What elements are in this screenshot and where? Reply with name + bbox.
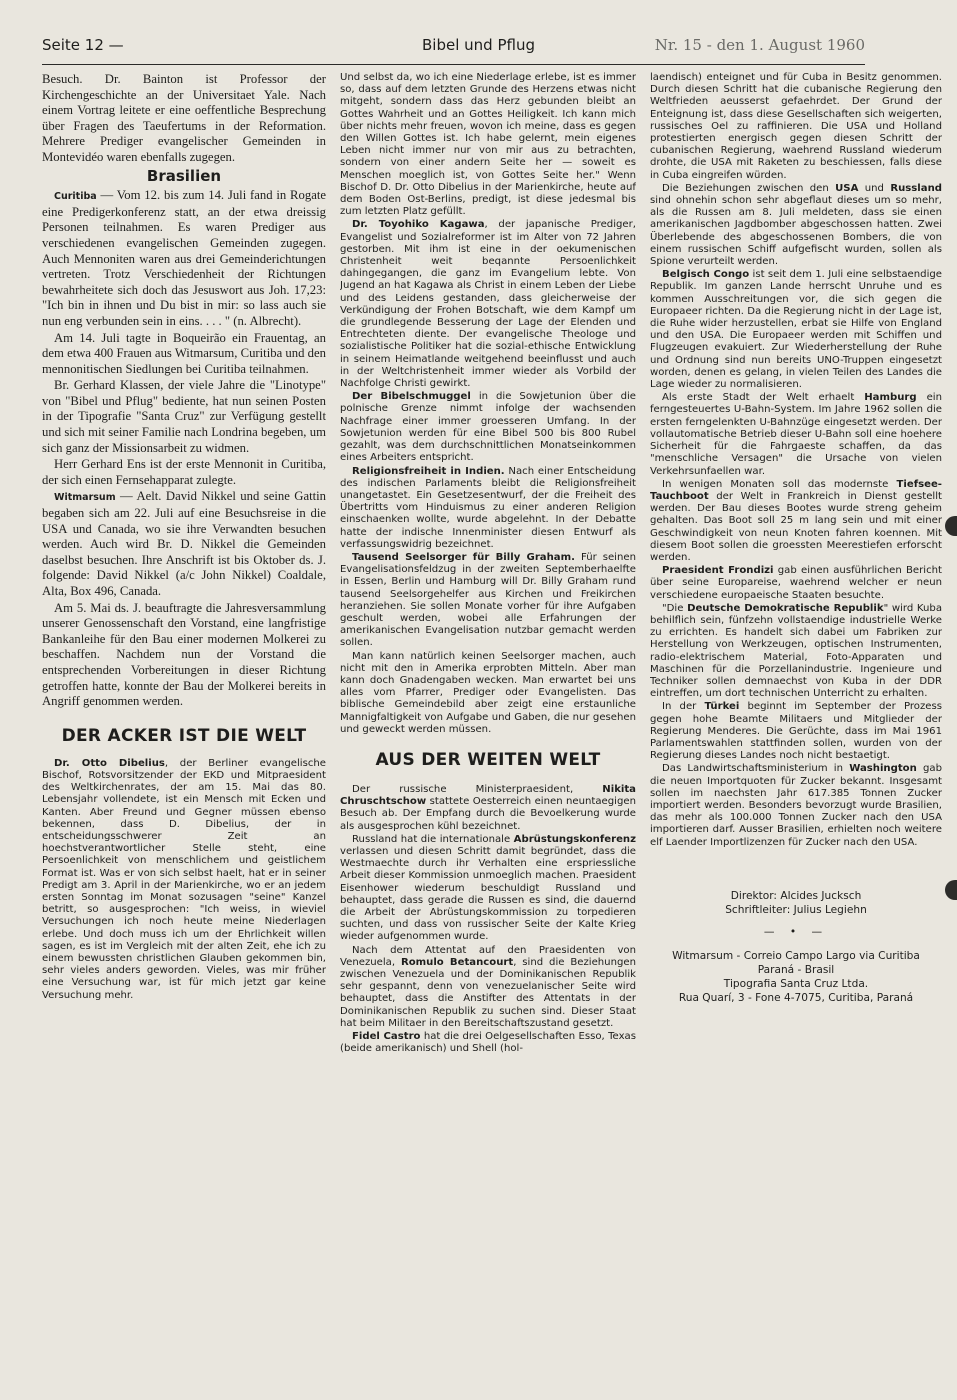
keyword: Dr. Toyohiko Kagawa xyxy=(352,219,485,231)
director-line: Direktor: Alcides Jucksch xyxy=(730,889,862,902)
paragraph-text: Russland hat die internationale xyxy=(352,833,514,845)
address-line: Rua Quarí, 3 - Fone 4-7075, Curitiba, Paraná xyxy=(678,991,914,1004)
column-3 xyxy=(650,72,942,1382)
paragraph xyxy=(650,763,942,848)
section-heading-welt: AUS DER WEITEN WELT xyxy=(375,749,601,770)
paragraph xyxy=(340,466,636,551)
paragraph: laendisch) enteignet und für Cuba in Besitz genommen. Durch diesen Schritt hat die cubanische Regierung den Weltfrieden aeusserst gefaehrdet. Der Grund der Enteignung ist, dass diese Gesellschaften sich weigerten, russisches Oel zu raffinieren. Die USA und Holland protestierten energisch gegen diesen Schritt der cubanischen Regierung, waehrend Russland wiederum drohte, die USA mit Raketen zu beschiessen, falls diese in Cuba eingreifen würden. xyxy=(650,72,942,181)
paragraph xyxy=(650,392,942,477)
keyword: Russland xyxy=(890,182,942,194)
paragraph-text: in die Sowjetunion über die polnische Grenze nimmt infolge der wachsenden Nachfrage einer immer groesseren Umfang. In der Sowjetunion werden für eine Bibel 500 bis 800 Rubel gezahlt, was dem durchschnittlichen Monatseinkommen eines Arbeiters entspricht. xyxy=(340,391,636,464)
paragraph-text: "Die xyxy=(662,602,688,614)
keyword: Fidel Castro xyxy=(352,1031,421,1043)
keyword: Abrüstungskonferenz xyxy=(513,833,636,845)
paragraph-text: hat die drei Oelgesellschaften Esso, Texas (beide amerikanisch) und Shell (hol- xyxy=(340,1031,636,1055)
paragraph-text: , der Berliner evangelische Bischof, Rotsvorsitzender der EKD und Mitpraesident des Weltkirchenrates, der am 15. Mai das 80. Lebensjahr vollendete, ist ein Mensch mit Ecken und Kanten. Aber Freund und Gegner müssen ebenso bekennen, dass D. Dibelius, der in entscheidungsschwerer Zeit an hoechstverantwortlicher Stelle steht, eine Persoenlichkeit von menschlichem und geistlichem Format ist. Was er von sich selbst haelt, hat er in seiner Predigt am 3. April in der Marienkirche, wo er an jedem ersten Sonntag im Monat sozusagen "seine" Kanzel betritt, so ausgesprochen: "Ich weiss, in wieviel Versuchungen ich noch heute meine Niederlagen erlebe. Und doch muss ich um der Ehrlichkeit willen sagen, es ist im Vergleich mit der alten Zeit, ehe ich zu einem bewussten christlichen Glauben gekommen bin, sehr vieles anders geworden. Vieles, was mir früher eine Versuchung war, ist für mich jetzt gar keine Versuchung mehr. xyxy=(42,757,326,1001)
header-rule xyxy=(42,64,865,65)
issue-date: Nr. 15 - den 1. August 1960 xyxy=(654,36,865,54)
paragraph-text: und xyxy=(858,182,891,194)
impressum xyxy=(650,889,942,1005)
paragraph xyxy=(650,603,942,701)
paragraph-text: stattete Oesterreich einen neuntaegigen Besuch ab. Der Empfang durch die Bevoelkerung wurde als ausgesprochen kühl bezeichnet. xyxy=(340,796,636,832)
paragraph-text: In der xyxy=(662,701,705,713)
article-dibelius xyxy=(42,758,326,1002)
paragraph xyxy=(340,552,636,650)
address-line: Witmarsum - Correio Campo Largo via Curitiba xyxy=(672,949,920,962)
paragraph: Am 5. Mai ds. J. beauftragte die Jahresversammlung unserer Genossenschaft den Vorstand, eine langfristige Bankanleihe für den Bau einer modernen Molkerei zu beschaffen. Nachdem nun der Vorstand die entsprechenden Vorbereitungen in dieser Richtung getroffen hatte, konnte der Bau der Molkerei bereits in Angriff genommen werden. xyxy=(42,600,326,709)
paragraph-curitiba xyxy=(42,188,326,329)
paragraph xyxy=(650,565,942,602)
paragraph: Man kann natürlich keinen Seelsorger machen, auch nicht mit den in Amerika erprobten Mitteln. Aber man kann doch Gnadengaben wecken. Man erwartet bei uns alles vom Pfarrer, Prediger oder Evangelisten. Das biblische Gemeindebild aber zeigt eine erstaunliche Mannigfaltigkeit von Aufgabe und Gaben, die nur gesehen und geweckt werden müssen. xyxy=(340,650,636,735)
address-line: Paraná - Brasil xyxy=(757,963,835,976)
paragraph: Herr Gerhard Ens ist der erste Mennonit in Curitiba, der sich einen Fernsehapparat zulegte. xyxy=(42,457,326,487)
paragraph-text: Für seinen Evangelisationsfeldzug in der zweiten Septemberhaelfte in Essen, Berlin und Hamburg will Dr. Billy Graham rund tausend Seelsorgehelfer aus Kirchen und Freikirchen heranziehen. Sie sollen Monate vorher für ihre Aufgaben geschult werden, wobei alle Erfahrungen der amerikanischen Evangelisation nutzbar gemacht werden sollen. xyxy=(340,551,636,649)
keyword: Tiefsee-Tauchboot xyxy=(650,478,942,502)
paragraph xyxy=(340,945,636,1030)
paragraph-text: Als erste Stadt der Welt erhaelt xyxy=(662,392,865,404)
paragraph: Br. Gerhard Klassen, der viele Jahre die "Linotype" von "Bibel und Pflug" bediente, hat nun seinen Posten in der Tipografie "Santa Cruz" zur Verfügung gestellt und sich mit seiner Familie nach Londrina begeben, um sich ganz der Missionsarbeit zu widmen. xyxy=(42,378,326,455)
paragraph-text: , sind die Beziehungen zwischen Venezuela und der Dominikanischen Republik sehr gespannt, denn von venezuelanischer Seite wird behauptet, dass die Anstifter des Attentats in der Dominikanischen Republik zu suchen sind. Dieser Staat hat beim Militaer in den Bereitschaftszustand gesetzt. xyxy=(340,956,636,1029)
masthead-title: Bibel und Pflug xyxy=(422,36,535,54)
paragraph-text: In wenigen Monaten soll das modernste xyxy=(662,478,897,490)
paragraph xyxy=(340,219,636,390)
paragraph: Besuch. Dr. Bainton ist Professor der Kirchengeschichte an der Universitaet Yale. Nach einem Vortrag leitete er eine oeffentliche Besprechung über Fragen des Taeufertums in der Reformation. Mehrere Prediger evangelischer Gemeinden in Montevidéo waren ebenfalls zugegen. xyxy=(42,72,326,164)
keyword: Der Bibelschmuggel xyxy=(352,391,471,403)
paragraph-text: Die Beziehungen zwischen den xyxy=(662,182,836,194)
paragraph-text: Nach einer Entscheidung des indischen Parlaments bleibt die Religionsfreiheit unangetastet. Ein Gesetzesentwurf, der die Freiheit des Übertritts vom Hinduismus zu einer anderen Religion einschaenken wollte, wurde abgelehnt. In der Debatte hatte der indische Innenminister diesen Entwurf als verfassungswidrig bezeichnet. xyxy=(340,465,636,550)
paragraph: Am 14. Juli tagte in Boqueirão ein Frauentag, an dem etwa 400 Frauen aus Witmarsum, Curitiba und den mennonitischen Siedlungen bei Curitiba teilnahmen. xyxy=(42,330,326,376)
paragraph-text: " wird Kuba behilflich sein, fünfzehn vollstaendige industrielle Werke zu errichten. Es handelt sich dabei um Fabriken zur Herstellung von Werkzeugen, optischen Instrumenten, radio-elektrischem Material, Foto-Apparaten und Maschinen für die Porzellanindustrie. Ingenieure und Techniker sollen demnaechst von Kuba in der DDR eintreffen, um dort technischen Unterricht zu erhalten. xyxy=(650,602,942,700)
paragraph-text: Nach dem Attentat auf den Praesidenten von Venezuela, xyxy=(340,944,636,968)
editor-line: Schriftleiter: Julius Legiehn xyxy=(725,903,867,916)
place-name: Curitiba xyxy=(54,191,97,203)
keyword: Praesident Frondizi xyxy=(662,565,774,577)
keyword: USA xyxy=(835,182,859,194)
paragraph-text: , der japanische Prediger, Evangelist und Sozialreformer ist im Alter von 72 Jahren gestorben. Mit ihm ist eine in der oekumenischen Christenheit weit beqannte Persoenlichkeit dahingegangen, die ganz im Evangelium lebte. Von Jugend an hat Kagawa als Christ in einem Leben der Liebe und des Leidens gestanden, dass gleicherweise der Verkündigung der Frohen Botschaft, wie dem Kampf um die grundlegende Besserung der Lage der Elenden und Entrechteten diente. Der evangelische Theologe und sozialistische Politiker hat die sozial-ethische Entwicklung in seinem Heimatlande weitgehend beeinflusst und auch in der Weltchristenheit immer wieder als Vorbild der Nachfolge Christi gewirkt. xyxy=(340,219,636,390)
keyword: Tausend Seelsorger für Billy Graham. xyxy=(352,551,575,563)
paragraph-text: der Welt in Frankreich in Dienst gestellt werden. Der Bau dieses Bootes wurde streng geheim gehalten. Das Boot soll 25 m lang sein und mit einer Geschwindigkeit von neun Knoten fahren koennen. Mit diesem Boot sollen die groessten Meerestiefen erforscht werden. xyxy=(650,490,942,563)
keyword: Deutsche Demokratische Republik xyxy=(687,602,884,614)
ornament-divider: — • — xyxy=(763,925,829,938)
keyword: Religionsfreiheit in Indien. xyxy=(352,465,505,477)
binding-hole-mark xyxy=(945,880,957,900)
printer-line: Tipografia Santa Cruz Ltda. xyxy=(723,977,869,990)
column-1 xyxy=(42,72,326,1372)
paragraph xyxy=(650,701,942,762)
keyword: Nikita Chruschtschow xyxy=(340,783,636,808)
binding-hole-mark xyxy=(945,516,957,536)
paragraph-text: — Vom 12. bis zum 14. Juli fand in Rogate eine Predigerkonferenz statt, an der etwa dreissig Personen teilnahmen. Es waren Prediger aus verschiedenen evangelischen Gemeinden zugegen. Auch Mennoniten waren aus drei Gemeinderichtungen vertreten. Trotz Verschiedenheit der Richtungen bewahrheitete sich doch das Jesuswort aus Joh. 17,23: "Ich bin in ihnen und Du bist in mir: so lass auch sie nun eng verbunden sein in eins. . . . " (n. Albrecht). xyxy=(42,188,326,328)
paragraph xyxy=(650,269,942,391)
paragraph-text: gab die neuen Importquoten für Zucker bekannt. Insgesamt sollen im naechsten Jahr 617.385 Tonnen Zucker importiert werden. Besonders bevorzugt wurde Brasilien, das mehr als 100.000 Tonnen Zucker nach den USA importieren darf. Ausser Brasilien, erhielten noch weitere elf Laender Importlizenzen für Zucker nach den USA. xyxy=(650,763,942,848)
keyword: Türkei xyxy=(704,701,740,713)
paragraph xyxy=(650,183,942,268)
paragraph xyxy=(340,834,636,944)
paragraph: Und selbst da, wo ich eine Niederlage erlebe, ist es immer so, dass auf dem letzten Grunde des Herzens etwas nicht mitgeht, sondern dass das Herz gebunden bleibt an Gottes Wahrheit und an Gottes Heiligkeit. Ich kann mich über nichts mehr freuen, wovon ich meine, dass es gegen den Willen Gottes ist. Ich habe gelernt, mein eigenes Leben nicht immer nur von mir aus zu betrachten, sondern von einer andern Seite her — soweit es Menschen moeglich ist, von Gottes Seite her." Wenn Bischof D. Dr. Otto Dibelius in der Marienkirche, heute auf dem Boden Ost-Berlins, predigt, ist diese jedesmal bis zum letzten Platz gefüllt. xyxy=(340,72,636,218)
page-header xyxy=(42,36,865,60)
keyword: Hamburg xyxy=(864,392,917,404)
paragraph-text: beginnt im September der Prozess gegen hohe Beamte Militaers und Mitglieder der Regierung Menderes. Die Gerüchte, dass im Mai 1961 Parlamentswahlen stattfinden sollen, wurden von der Regierung dieses Landes noch nicht bestaetigt. xyxy=(650,701,942,762)
column-2 xyxy=(340,72,636,1382)
paragraph-text: — Aelt. David Nikkel und seine Gattin begaben sich am 22. Juli auf eine Besuchsreise in die USA und Canada, wo sie ihre Verwandten besuchen werden. Auch wird Br. D. Nikkel die Gemeinden daselbst besuchen. Ihre Anschrift ist bis Oktober ds. J. folgende: David Nikkel (a/c John Nikkel) Coaldale, Alta, Box 496, Canada. xyxy=(42,489,326,598)
paragraph xyxy=(340,1031,636,1055)
paragraph xyxy=(340,391,636,464)
keyword: Washington xyxy=(849,763,917,775)
paragraph-text: gab einen ausführlichen Bericht über seine Europareise, waehrend welcher er neun verschiedene europaeische Staaten besuchte. xyxy=(650,565,942,601)
keyword: Romulo Betancourt xyxy=(400,956,514,968)
section-heading-acker: DER ACKER IST DIE WELT xyxy=(61,725,307,746)
section-heading-brasilien: Brasilien xyxy=(146,166,222,185)
paragraph-text: sind ohnehin schon sehr abgeflaut dieses um so mehr, als die Russen am 8. Juli meldeten, dass sie einen amerikanischen Jagdbomber abgeschossen hatten. Zwei Überlebende des abgeschossenen Bombers, die von einem russischen Schiff aufgefischt wurden, sollen als Spione verurteilt werden. xyxy=(650,195,942,268)
keyword: Belgisch Congo xyxy=(662,269,750,281)
paragraph xyxy=(650,479,942,564)
paragraph xyxy=(42,758,326,1002)
paragraph-text: verlassen und diesen Schritt damit begründet, dass die Westmaechte durch ihr Verhalten eine erspriessliche Arbeit dieser Kommission unmoeglich machen. Praesident Eisenhower wiederum beschuldigt Russland und behauptet, dass gerade die Russen es sind, die dauernd die Arbeit der Abrüstungskommission zu torpedieren suchten, und dass von russischer Seite der Kalte Krieg wieder aufgenommen wurde. xyxy=(340,845,636,943)
place-name: Witmarsum xyxy=(54,492,116,504)
paragraph-witmarsum xyxy=(42,489,326,599)
page-number: Seite 12 — xyxy=(42,36,124,54)
paragraph xyxy=(340,784,636,833)
paragraph-text: Das Landwirtschaftsministerium in xyxy=(662,763,850,775)
paragraph-text: ist seit dem 1. Juli eine selbstaendige Republik. Im ganzen Lande herrscht Unruhe und es kommen Ausschreitungen vor, die sich gegen die Europaeer richten. Da die Regierung nicht in der Lage ist, die Ruhe wider herzustellen, erbat sie Hilfe von England und den USA. Die Europaeer werden mit Schiffen und Flugzeugen evakuiert. Zur Wiederherstellung der Ruhe und Ordnung sind nun bereits UNO-Truppen eingesetzt worden, denen es gelang, in vielen Teilen des Landes die Lage wieder zu normalisieren. xyxy=(650,269,942,391)
paragraph-text: Der russische Ministerpraesident, xyxy=(352,783,603,795)
keyword: Dr. Otto Dibelius xyxy=(54,757,165,769)
paragraph-text: ein ferngesteuertes U-Bahn-System. Im Jahre 1962 sollen die ersten ferngelenkten U-Bahnzüge eingesetzt werden. Der vollautomatische Betrieb dieser U-Bahn soll eine hoehere Sicherheit für die Fahrgaeste schaffen, da das "menschliche Versagen" die Ursache von vielen Verkehrsunfaellen war. xyxy=(650,392,942,477)
